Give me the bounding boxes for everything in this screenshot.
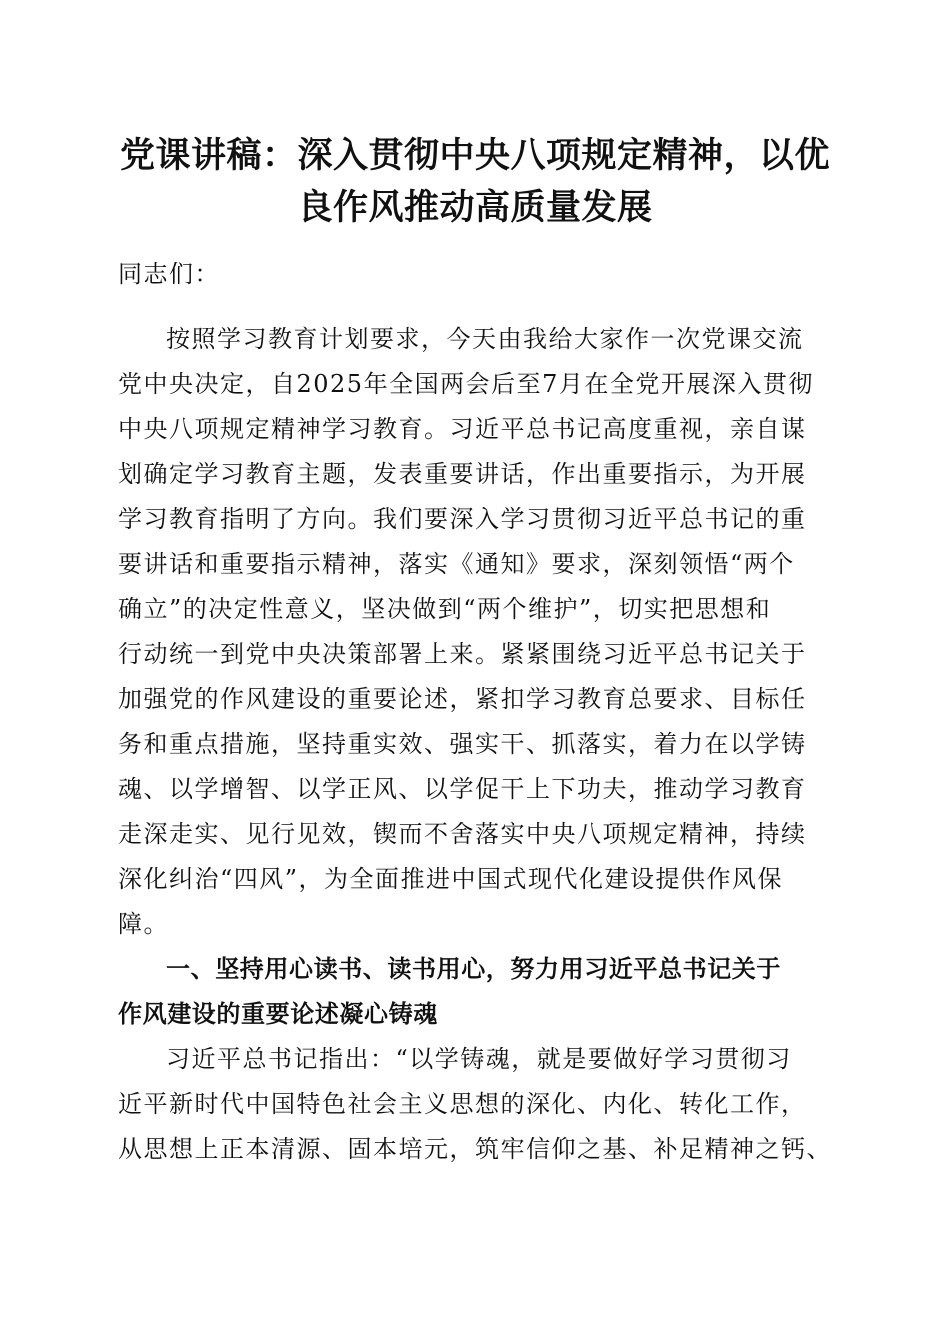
paragraph-line: 务和重点措施，坚持重实效、强实干、抓落实，着力在以学铸 (118, 730, 807, 758)
paragraph-line: 确立”的决定性意义，坚决做到“两个维护”，切实把思想和 (118, 595, 772, 623)
paragraph-line: 近平新时代中国特色社会主义思想的深化、内化、转化工作， (118, 1090, 807, 1118)
heading-line: 一、坚持用心读书、读书用心，努力用习近平总书记关于 (166, 955, 781, 983)
paragraph-line: 党中央决定，自2025年全国两会后至7月在全党开展深入贯彻 (118, 370, 814, 398)
paragraph-line: 学习教育指明了方向。我们要深入学习贯彻习近平总书记的重 (118, 505, 807, 533)
section-heading-1 (118, 947, 838, 1037)
paragraph-line: 从思想上正本清源、固本培元，筑牢信仰之基、补足精神之钙、 (118, 1135, 832, 1163)
paragraph-line: 中央八项规定精神学习教育。习近平总书记高度重视，亲自谋 (118, 415, 807, 443)
paragraph-line: 魂、以学增智、以学正风、以学促干上下功夫，推动学习教育 (118, 775, 807, 803)
title-line: 良作风推动高质量发展 (297, 187, 653, 228)
salutation-text: 同志们： (118, 260, 220, 288)
paragraph-line: 习近平总书记指出：“以学铸魂，就是要做好学习贯彻习 (166, 1045, 792, 1073)
paragraph-line: 深化纠治“四风”，为全面推进中国式现代化建设提供作风保 (118, 865, 784, 893)
paragraph-line: 加强党的作风建设的重要论述，紧扣学习教育总要求、目标任 (118, 685, 807, 713)
paragraph-line: 走深走实、见行见效，锲而不舍落实中央八项规定精神，持续 (118, 820, 807, 848)
paragraph-intro (118, 317, 838, 947)
paragraph-line: 行动统一到党中央决策部署上来。紧紧围绕习近平总书记关于 (118, 640, 807, 668)
paragraph-line: 障。 (118, 910, 169, 938)
paragraph-line: 按照学习教育计划要求，今天由我给大家作一次党课交流 (166, 325, 804, 353)
paragraph-line: 要讲话和重要指示精神，落实《通知》要求，深刻领悟“两个 (118, 550, 795, 578)
heading-line: 作风建设的重要论述凝心铸魂 (118, 1000, 438, 1028)
salutation (118, 252, 838, 297)
paragraph-line: 划确定学习教育主题，发表重要讲话，作出重要指示，为开展 (118, 460, 807, 488)
title-line: 党课讲稿：深入贯彻中央八项规定精神，以优 (119, 135, 830, 176)
document-title (118, 130, 832, 234)
paragraph-section-1 (118, 1037, 838, 1172)
